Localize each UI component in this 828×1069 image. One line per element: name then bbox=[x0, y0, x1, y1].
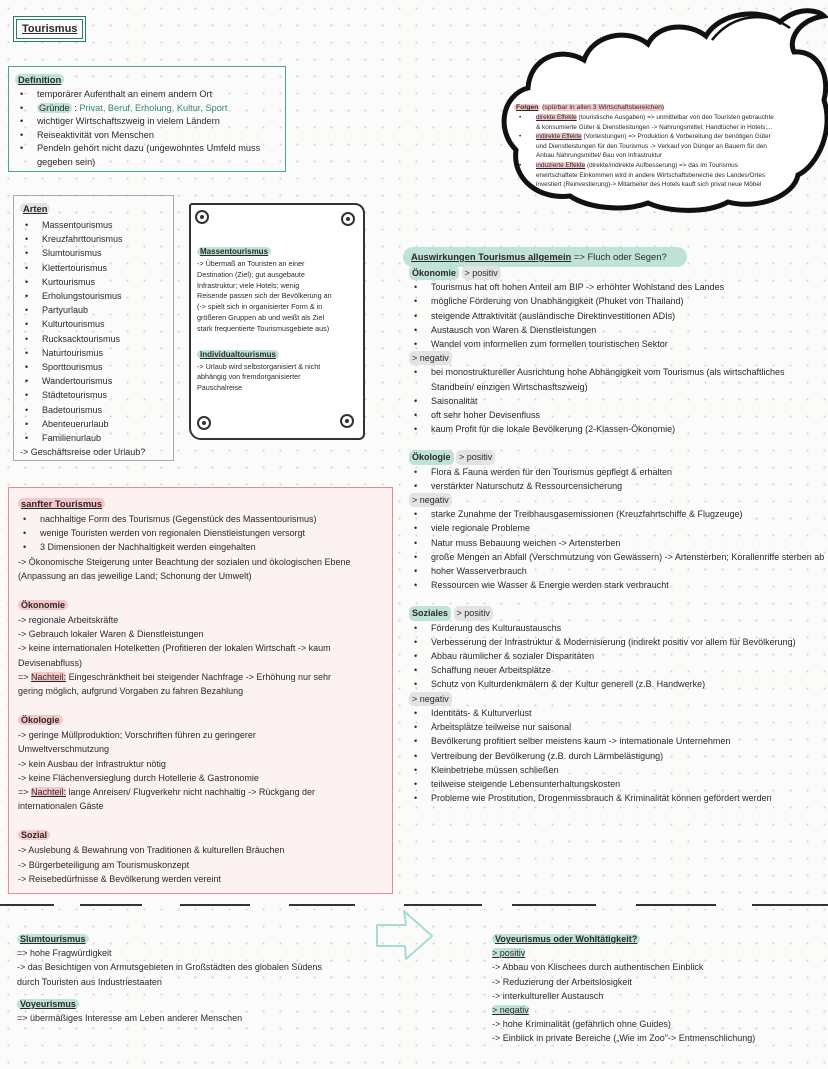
list-item: • Arbeitsplätze teilweise nur saisonal bbox=[409, 720, 825, 734]
arten-item: • Naturtourismus bbox=[20, 346, 167, 360]
arten-footer: -> Geschäftsreise oder Urlaub? bbox=[20, 447, 146, 458]
sanfter-line: -> keine internationalen Hotelketten (Profitieren der lokalen Wirtschaft -> kaum bbox=[18, 643, 331, 654]
list-item: • Abbau räumlicher & sozialer Disparitäten bbox=[409, 649, 825, 663]
indiv-text bbox=[197, 362, 357, 394]
folgen-note: (spürbar in allen 3 Wirtschaftsbereichen) bbox=[542, 104, 665, 111]
mass-line: stark frequentierte Tourismusgebiete aus) bbox=[197, 323, 330, 333]
effect-label: direkte Effekte bbox=[536, 114, 577, 121]
cloud-item bbox=[514, 132, 814, 161]
pin-icon bbox=[340, 414, 354, 428]
list-item: • starke Zunahme der Treibhausgasemissionen (Kreuzfahrtschiffe & Flugzeuge) bbox=[409, 507, 825, 521]
sanfter-intro bbox=[18, 555, 384, 583]
list-item: • Wandel vom informellen zum formellen touristischen Sektor bbox=[409, 337, 825, 351]
sanfter-sozial-text bbox=[18, 843, 384, 886]
gruende-text: Privat, Beruf, Erholung, Kultur, Sport bbox=[79, 102, 228, 113]
sanfter-bullets bbox=[18, 512, 384, 555]
divider bbox=[289, 904, 355, 906]
arten-item: • Kreuzfahrttourismus bbox=[20, 232, 167, 246]
auswirkungen-content bbox=[409, 266, 825, 805]
mass-heading: Massentourismus bbox=[197, 247, 271, 256]
list-item: • Reiseaktivität von Menschen bbox=[15, 129, 279, 143]
arten-item: • Massentourismus bbox=[20, 218, 167, 232]
arten-item: • Kulturtourismus bbox=[20, 317, 167, 331]
cloud-content bbox=[514, 103, 814, 190]
arten-item: • Familienurlaub bbox=[20, 431, 167, 445]
list-item: • Förderung des Kulturaustauschs bbox=[409, 621, 825, 635]
list-item: • Gründe : Privat, Beruf, Erholung, Kultur, Sport bbox=[15, 102, 279, 116]
auswirkungen-heading: Auswirkungen Tourismus allgemein => Fluch oder Segen? bbox=[403, 247, 687, 267]
voy-wohl-positiv-list bbox=[492, 960, 828, 1003]
list-item: • Verbesserung der Infrastruktur & Modernisierung (indirekt positiv vor allem für Bevölkerung) bbox=[409, 635, 825, 649]
sanfter-intro-line: (Anpassung an das jeweilige Land; Schonung der Umwelt) bbox=[18, 570, 252, 581]
arten-list bbox=[20, 218, 167, 445]
effect-label: indirekte Effekte bbox=[536, 133, 582, 141]
slum-heading: Slumtourismus bbox=[17, 934, 89, 944]
sanfter-sozial-heading: Sozial bbox=[18, 830, 50, 840]
oekonomie-positiv-label: > positiv bbox=[462, 266, 501, 280]
divider bbox=[180, 904, 250, 906]
arten-item: • Erholungstourismus bbox=[20, 289, 167, 303]
mass-line: Infrastruktur; viele Hotels; wenig bbox=[197, 280, 300, 290]
sanfter-line: Umweltverschmutzung bbox=[18, 744, 110, 755]
gruende-label: Gründe bbox=[39, 102, 70, 113]
arten-item: • Slumtourismus bbox=[20, 246, 167, 260]
oekologie-negativ-list bbox=[409, 507, 825, 592]
slum-line: durch Touristen aus Industriestaaten bbox=[17, 976, 162, 987]
slum-section bbox=[17, 932, 377, 1025]
mass-text bbox=[197, 259, 357, 335]
soziales-positiv-label: > positiv bbox=[454, 606, 493, 620]
list-item: • Identitäts- & Kulturverlust bbox=[409, 706, 825, 720]
list-item: -> Einblick in private Bereiche („Wie im Zoo"-> Entmenschlichung) bbox=[492, 1033, 756, 1044]
list-item: • Flora & Fauna werden für den Tourismus gepflegt & erhalten bbox=[409, 465, 825, 479]
list-item: • Schutz von Kulturdenkmälern & der Kultur generell (z.B. Handwerke) bbox=[409, 677, 825, 691]
effect-line: & konsumierte Güter & Dienstleistungen -> Nahrungsmittel; Handtücher in Hotels;... bbox=[536, 123, 773, 131]
sanfter-bullet: • 3 Dimensionen der Nachhaltigkeit werden eingehalten bbox=[18, 540, 384, 554]
voy-line: => übermäßiges Interesse am Leben anderer Menschen bbox=[17, 1013, 243, 1024]
effect-line: und Dienstleistungen für den Tourismus -> Verkauf von Dünger an Bauern für den bbox=[536, 142, 767, 150]
sanfter-oekologie-text bbox=[18, 728, 384, 785]
oekonomie-heading: Ökonomie bbox=[409, 266, 459, 280]
mass-line: größeren Gruppen ab und weißt als Ziel bbox=[197, 312, 325, 322]
list-item: • Bevölkerung profitiert selber meistens kaum -> internationale Unternehmen bbox=[409, 734, 825, 748]
effect-line: (Vorleistungen) => Produktion & Vorbereitung der benötigen Güter bbox=[583, 133, 771, 141]
oekologie-negativ-label: > negativ bbox=[409, 493, 452, 507]
list-item: • Saisonalität bbox=[409, 394, 825, 408]
soziales-heading: Soziales bbox=[409, 606, 451, 620]
list-item: • Austausch von Waren & Dienstleistungen bbox=[409, 323, 825, 337]
list-item: • Probleme wie Prostitution, Drogenmissbrauch & Kriminalität können gefördert werden bbox=[409, 791, 825, 805]
sanfter-line: -> Reisebedürfnisse & Bevölkerung werden vereint bbox=[18, 873, 221, 884]
sanfter-heading: sanfter Tourismus bbox=[18, 498, 105, 509]
arten-item: • Partyurlaub bbox=[20, 303, 167, 317]
soziales-negativ-list bbox=[409, 706, 825, 805]
sanfter-oekonomie-text bbox=[18, 613, 384, 670]
voy-wohl-heading: Voyeurismus oder Wohltätigkeit? bbox=[492, 934, 640, 944]
list-item: • Vertreibung der Bevölkerung (z.B. durch Lärmbelästigung) bbox=[409, 749, 825, 763]
sanfter-line: -> Gebrauch lokaler Waren & Dienstleistungen bbox=[18, 629, 204, 640]
arten-item: • Klettertourismus bbox=[20, 261, 167, 275]
mass-line: Reisende passen sich der Bevölkerung an bbox=[197, 291, 332, 301]
sanfter-oekologie-nachteil: => Nachteil: lange Anreisen/ Flugverkehr nicht nachhaltig -> Rückgang der internationalen Gäste bbox=[18, 787, 315, 812]
cloud-list bbox=[514, 113, 814, 190]
list-item: • hoher Wasserverbrauch bbox=[409, 564, 825, 578]
list-item: • Tourismus hat oft hohen Anteil am BIP -> erhöhter Wohlstand des Landes bbox=[409, 280, 825, 294]
soziales-negativ-label: > negativ bbox=[409, 692, 452, 706]
sanfter-line: -> Bürgerbeteiligung am Tourismuskonzept bbox=[18, 859, 190, 870]
sanfter-bullet: • wenige Touristen werden von regionalen Dienstleistungen versorgt bbox=[18, 526, 384, 540]
arten-heading: Arten bbox=[20, 203, 50, 214]
pin-icon bbox=[195, 210, 209, 224]
definition-list bbox=[15, 88, 279, 170]
sanfter-line: -> Auslebung & Bewahrung von Traditionen & kulturellen Bräuchen bbox=[18, 845, 285, 856]
arten-item: • Wandertourismus bbox=[20, 374, 167, 388]
sanfter-line: -> keine Flächenversieglung durch Hotellerie & Gastronomie bbox=[18, 772, 259, 783]
list-item: • steigende Attraktivität (ausländische Direktinvestitionen ADIs) bbox=[409, 309, 825, 323]
list-item: • kaum Profit für die lokale Bevölkerung (2-Klassen-Ökonomie) bbox=[409, 422, 825, 436]
sanfter-box bbox=[8, 487, 393, 894]
voy-text bbox=[17, 1011, 377, 1025]
effect-line: Anbau Nahrungsmittel/ Bau von Infrastruktur bbox=[536, 152, 663, 160]
list-item: • oft sehr hoher Devisenfluss bbox=[409, 408, 825, 422]
indiv-line: -> Urlaub wird selbstorganisiert & nicht bbox=[197, 361, 321, 371]
list-item: • temporärer Aufenthalt an einem andern Ort bbox=[15, 88, 279, 102]
mass-line: Destination (Ziel); gut ausgebaute bbox=[197, 269, 305, 279]
list-item: • Natur muss Bebauung weichen -> Artensterben bbox=[409, 536, 825, 550]
sanfter-oekonomie-heading: Ökonomie bbox=[18, 600, 68, 610]
voy-wohl-positiv-label: > positiv bbox=[492, 948, 526, 959]
divider bbox=[512, 904, 596, 906]
sanfter-line: -> kein Ausbau der Infrastruktur nötig bbox=[18, 758, 166, 769]
list-item: -> Abbau von Klischees durch authentischen Einblick bbox=[492, 962, 704, 973]
oekologie-positiv-label: > positiv bbox=[456, 450, 495, 464]
oekologie-positiv-list bbox=[409, 465, 825, 493]
pin-icon bbox=[341, 212, 355, 226]
arten-item: • Rucksacktourismus bbox=[20, 332, 167, 346]
definition-heading: Definition bbox=[15, 74, 64, 85]
slum-line: -> das Besichtigen von Armutsgebieten in Großstädten des globalen Südens bbox=[17, 962, 322, 973]
arten-item: • Städtetourismus bbox=[20, 388, 167, 402]
effect-line: erwirtschaftete Einkommen wird in andere Wirtschaftsbereiche des Landes/Ortes bbox=[536, 171, 766, 179]
voy-heading: Voyeurismus bbox=[17, 999, 79, 1009]
indiv-line: abhängig von fremdorganisierter bbox=[197, 372, 301, 382]
voy-wohl-section bbox=[492, 932, 828, 1046]
list-item: • bei monostruktureller Ausrichtung hohe Abhängigkeit vom Tourismus (als wirtschaftliches Standbein/ einzigen Wirtschasftszweig) bbox=[409, 365, 825, 393]
oekologie-heading: Ökologie bbox=[409, 450, 454, 464]
definition-box bbox=[8, 66, 286, 172]
oekonomie-negativ-label: > negativ bbox=[409, 351, 452, 365]
arten-item: • Sporttourismus bbox=[20, 360, 167, 374]
effect-label: induzierte Effekte bbox=[536, 161, 586, 169]
sanfter-line: -> geringe Müllproduktion; Vorschriften führen zu geringerer bbox=[18, 730, 256, 741]
sanfter-oekonomie-nachteil: => Nachteil: Eingeschränktheit bei steigender Nachfrage -> Erhöhung nur sehr gering möglich, aufgrund Vorgaben zu fahren Bezahlung bbox=[18, 671, 331, 697]
pin-icon bbox=[197, 416, 211, 430]
voy-wohl-negativ-list bbox=[492, 1017, 828, 1045]
list-item: -> Reduzierung der Arbeitslosigkeit bbox=[492, 976, 632, 987]
list-item: • große Mengen an Abfall (Verschmutzung von Gewässern) -> Artensterben; Korallenriffe sterben ab bbox=[409, 550, 825, 564]
divider bbox=[0, 904, 54, 906]
mass-line: -> Übermaß an Touristen an einer bbox=[197, 259, 305, 268]
sanfter-bullet: • nachhaltige Form des Tourismus (Gegenstück des Massentourismus) bbox=[18, 512, 384, 526]
divider bbox=[636, 904, 716, 906]
divider bbox=[80, 904, 142, 906]
list-item: -> interkultureller Austausch bbox=[492, 990, 604, 1001]
arten-item: • Kurtourismus bbox=[20, 275, 167, 289]
oekonomie-negativ-list bbox=[409, 365, 825, 436]
effect-line: investiert (Reinvestierung)-> Mitarbeiter des Hotels kauft sich privat neue Möbel bbox=[536, 181, 762, 189]
folgen-heading: Folgen bbox=[516, 104, 539, 111]
list-item: • viele regionale Probleme bbox=[409, 521, 825, 535]
voy-wohl-negativ-label: > negativ bbox=[492, 1005, 529, 1016]
list-item: • Schaffung neuer Arbeitsplätze bbox=[409, 663, 825, 677]
arrow-right-icon bbox=[374, 906, 436, 964]
arten-item: • Abenteuerurlaub bbox=[20, 417, 167, 431]
oekonomie-positiv-list bbox=[409, 280, 825, 351]
sanfter-line: -> regionale Arbeitskräfte bbox=[18, 615, 119, 626]
arten-item: • Badetourismus bbox=[20, 403, 167, 417]
sanfter-line: Devisenabfluss) bbox=[18, 657, 83, 668]
list-item: • teilweise steigende Lebensunterhaltungskosten bbox=[409, 777, 825, 791]
cloud-item bbox=[514, 161, 814, 190]
effect-line: (touristische Ausgaben) => unmittelbar von den Touristen gebrauchte bbox=[578, 114, 774, 121]
list-item: • Pendeln gehört nicht dazu (ungewohntes Umfeld muss gegeben sein) bbox=[15, 142, 279, 169]
indiv-heading: Individualtourismus bbox=[197, 350, 279, 359]
list-item: • Ressourcen wie Wasser & Energie werden stark verbraucht bbox=[409, 578, 825, 592]
list-item: -> hohe Kriminalität (gefährlich ohne Guides) bbox=[492, 1019, 671, 1030]
indiv-line: Pauschalreise bbox=[197, 383, 243, 393]
arten-box bbox=[13, 195, 174, 461]
note-card bbox=[189, 203, 365, 440]
mass-line: (-> spielt sich in organisierter Form & in bbox=[197, 302, 323, 312]
list-item: • verstärkter Naturschutz & Ressourcensicherung bbox=[409, 479, 825, 493]
divider bbox=[752, 904, 828, 906]
slum-line: => hohe Fragwürdigkeit bbox=[17, 948, 112, 959]
page-title: Tourismus bbox=[16, 19, 83, 39]
slum-text bbox=[17, 946, 377, 989]
cloud-item bbox=[514, 113, 814, 132]
list-item: • wichtiger Wirtschaftszweig in vielem Ländern bbox=[15, 115, 279, 129]
sanfter-oekologie-heading: Ökologie bbox=[18, 715, 63, 725]
list-item: • mögliche Förderung von Unabhängigkeit (Phuket von Thailand) bbox=[409, 294, 825, 308]
soziales-positiv-list bbox=[409, 621, 825, 692]
sanfter-intro-line: -> Ökonomische Steigerung unter Beachtung der sozialen und ökologischen Ebene bbox=[18, 556, 351, 567]
effect-line: (direkte/indirekte Aufbesserung) => das im Tourismus bbox=[587, 161, 738, 169]
list-item: • Kleinbetriebe müssen schließen bbox=[409, 763, 825, 777]
